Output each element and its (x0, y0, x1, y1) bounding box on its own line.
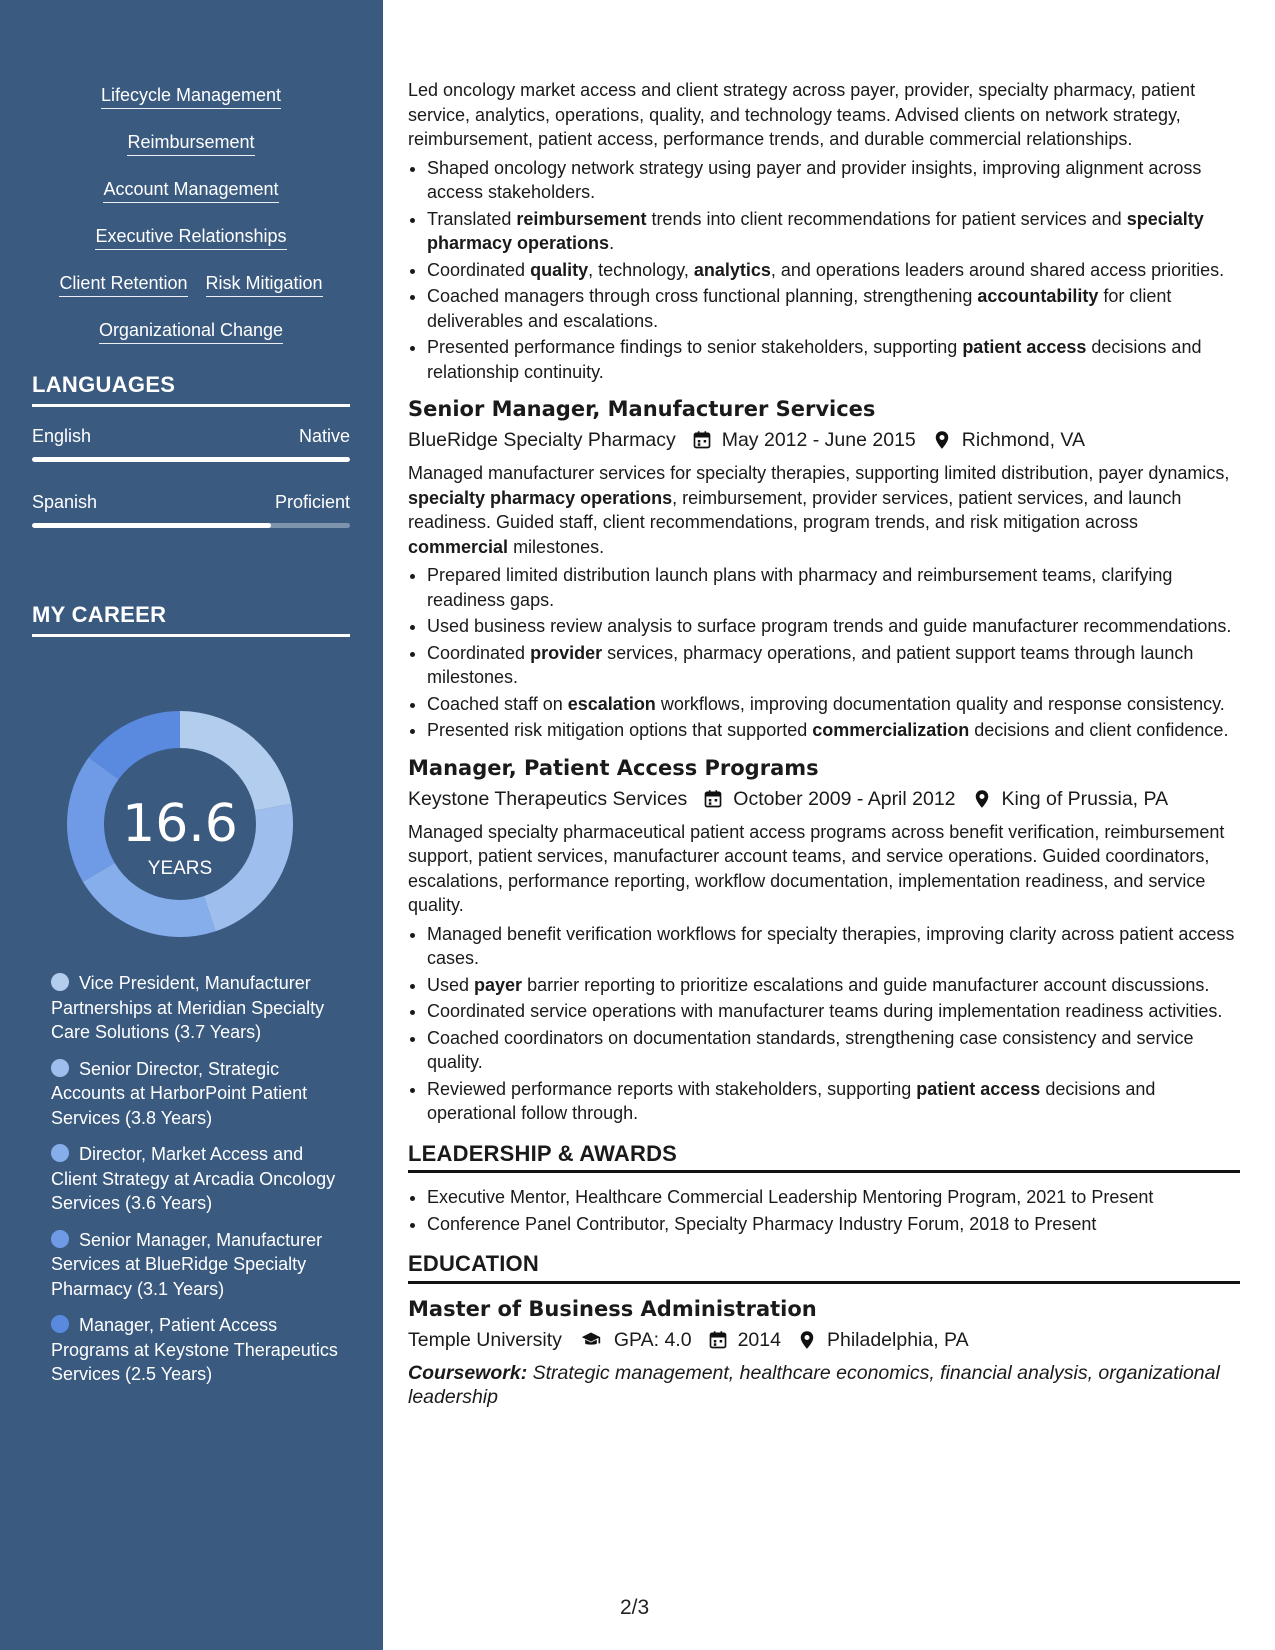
legend-dot (51, 1315, 69, 1333)
bullet-item (427, 258, 1240, 283)
text-run: Coached staff on (427, 693, 568, 714)
school: Temple University (408, 1328, 562, 1351)
text-run: for client deliverables and escalations. (427, 286, 1172, 331)
map-pin-icon (932, 430, 952, 450)
career-slice (67, 757, 119, 881)
text-run: Coordinated (427, 259, 531, 280)
bullet-item (427, 641, 1240, 690)
career-unit: YEARS (147, 858, 213, 879)
bold-keyword: provider (530, 642, 603, 663)
text-run: , technology, (588, 259, 694, 280)
text-run: decisions and relationship continuity. (427, 337, 1202, 382)
text-run: Managed manufacturer services for specialty therapies, supporting limited distribution, payer dynamics, (408, 463, 1230, 483)
job-title: Senior Manager, Manufacturer Services (408, 397, 876, 421)
skill-tag: Account Management (103, 178, 278, 203)
award-item: • Conference Panel Contributor, Specialty Pharmacy Industry Forum, 2018 to Present (427, 1212, 1240, 1237)
bold-keyword: commercial (408, 536, 509, 557)
skill-row (32, 272, 350, 297)
bold-keyword: specialty pharmacy operations (427, 208, 1204, 253)
bold-keyword: patient access (916, 1078, 1041, 1099)
bold-keyword: analytics (693, 259, 771, 280)
degree: Master of Business Administration (408, 1296, 817, 1321)
text-run: Coordinated service operations with manufacturer teams during implementation readiness activities. (427, 1001, 1223, 1021)
skill-tag: Reimbursement (127, 131, 254, 156)
page-number: 2/3 (620, 1596, 650, 1619)
education-year: 2014 (737, 1328, 781, 1351)
coursework (408, 1361, 1240, 1410)
legend-dot (51, 973, 69, 991)
job-title: Manager, Patient Access Programs (408, 755, 819, 780)
career-legend-item (51, 1057, 341, 1131)
skill-row (32, 178, 350, 203)
map-pin-icon (972, 789, 992, 809)
bullet-item (427, 1077, 1240, 1126)
language-bar-fill (32, 457, 350, 462)
bullet-item (427, 718, 1240, 743)
skill-tag: Client Retention (59, 272, 187, 297)
award-item: • Executive Mentor, Healthcare Commercial Leadership Mentoring Program, 2021 to Present (427, 1185, 1240, 1210)
career-total: 16.6 (122, 794, 238, 854)
legend-dot (51, 1144, 69, 1162)
bullet-item (427, 922, 1240, 971)
jobs-list (408, 396, 1240, 1126)
text-run: , reimbursement, provider services, patient services, and launch readiness. Guided staff, client recommendations, program trends, and risk mitigation across (408, 487, 1182, 532)
text-run: . (609, 233, 615, 253)
language-bar (32, 523, 350, 528)
text-run: workflows, improving documentation quality and response consistency. (655, 693, 1225, 714)
education-heading: EDUCATION (408, 1252, 1240, 1284)
career-legend (51, 971, 341, 1399)
bold-keyword: reimbursement (516, 208, 647, 229)
job-summary (408, 820, 1240, 918)
language-bar (32, 457, 350, 462)
career-legend-text: Director, Market Access and Client Strategy at Arcadia Oncology Services (3.6 Years) (51, 1144, 336, 1213)
coursework-text: Strategic management, healthcare economics, financial analysis, organizational leadership (408, 1361, 1220, 1408)
bold-keyword: escalation (567, 693, 656, 714)
map-pin-icon (797, 1330, 817, 1350)
text-run: Translated (427, 208, 517, 229)
language-name: Spanish (32, 492, 98, 512)
legend-dot (51, 1230, 69, 1248)
skill-tag: Risk Mitigation (206, 272, 323, 297)
sidebar (0, 0, 383, 1650)
job-location: King of Prussia, PA (1001, 787, 1169, 810)
text-run: Coached managers through cross functional planning, strengthening (427, 286, 978, 306)
job-dates: October 2009 - April 2012 (733, 787, 956, 810)
graduation-cap-icon (578, 1330, 604, 1350)
company: BlueRidge Specialty Pharmacy (408, 429, 676, 451)
language-level: Proficient (274, 492, 350, 512)
bullet-item (427, 563, 1240, 612)
skill-row (32, 225, 350, 250)
text-run: trends into client recommendations for patient services and (646, 208, 1127, 229)
coursework-label: Coursework: (408, 1361, 528, 1384)
career-legend-item (51, 1142, 341, 1216)
skill-row (32, 319, 350, 344)
job-summary (408, 461, 1240, 559)
bold-keyword: patient access (962, 337, 1087, 357)
text-run: decisions and operational follow through. (427, 1078, 1156, 1123)
calendar-icon (692, 430, 712, 450)
text-run: services, pharmacy operations, and patient support teams through launch milestones. (427, 642, 1194, 687)
skill-tag: Organizational Change (99, 319, 283, 344)
text-run: Used (427, 974, 475, 995)
career-legend-text: Manager, Patient Access Programs at Keystone Therapeutics Services (2.5 Years) (51, 1315, 338, 1384)
bullet-item (427, 1026, 1240, 1075)
bold-keyword: accountability (977, 286, 1099, 306)
job-meta (408, 786, 1240, 812)
language-bar-fill (32, 523, 271, 528)
career-heading: MY CAREER (32, 602, 350, 637)
bold-keyword: specialty pharmacy operations (408, 487, 673, 508)
awards-heading: LEADERSHIP & AWARDS (408, 1142, 1240, 1174)
text-run: Reviewed performance reports with stakeholders, supporting (427, 1078, 917, 1099)
language-item (32, 492, 350, 528)
job-meta (408, 427, 1240, 453)
text-run: Managed benefit verification workflows for specialty therapies, improving clarity across patient access cases. (427, 923, 1235, 968)
bullet-item (427, 692, 1240, 717)
calendar-icon (703, 789, 723, 809)
career-donut-chart (62, 706, 298, 942)
job-bullets (408, 563, 1240, 743)
education-meta (408, 1327, 1240, 1353)
bullet-item (427, 614, 1240, 639)
bold-keyword: commercialization (812, 720, 970, 740)
language-level: Native (298, 426, 350, 446)
bullet-item (427, 999, 1240, 1024)
language-name: English (32, 426, 92, 446)
job-entry (408, 755, 1240, 1126)
skills-list (32, 84, 350, 366)
job-entry (408, 396, 1240, 743)
bullet-item (427, 284, 1240, 333)
language-item (32, 426, 350, 462)
career-legend-item (51, 1228, 341, 1302)
bullet-item (427, 335, 1240, 384)
bold-keyword: payer (474, 974, 523, 995)
intro-summary: Led oncology market access and client strategy across payer, provider, specialty pharmacy, patient service, analytics, operations, quality, and technology teams. Advised clients on network strategy, reimbursement, patient access, performance trends, and durable commercial relationships. (408, 80, 1196, 149)
career-legend-text: Senior Manager, Manufacturer Services at BlueRidge Specialty Pharmacy (3.1 Years) (51, 1229, 323, 1299)
job-dates: May 2012 - June 2015 (721, 429, 916, 451)
text-run: Presented risk mitigation options that supported (427, 720, 813, 740)
bullet-item (427, 973, 1240, 998)
job-location: Richmond, VA (961, 429, 1085, 451)
text-run: milestones. (508, 536, 605, 557)
career-legend-item (51, 971, 341, 1045)
text-run: Presented performance findings to senior stakeholders, supporting (427, 337, 963, 357)
bold-keyword: quality (530, 259, 589, 280)
skill-tag: Lifecycle Management (101, 84, 281, 109)
intro-bullets (408, 156, 1240, 385)
gpa: GPA: 4.0 (613, 1328, 692, 1351)
text-run: decisions and client confidence. (969, 720, 1229, 740)
main-content (408, 78, 1240, 1414)
awards-list (408, 1185, 1240, 1236)
legend-dot (51, 1059, 69, 1077)
text-run: Prepared limited distribution launch plans with pharmacy and reimbursement teams, clarifying readiness gaps. (427, 565, 1173, 610)
calendar-icon (708, 1330, 728, 1350)
bullet-item (427, 207, 1240, 256)
bullet-item (427, 156, 1240, 205)
career-legend-item (51, 1313, 341, 1387)
text-run: Managed specialty pharmaceutical patient access programs across benefit verification, reimbursement support, patient services, manufacturer account teams, and service operations. Guided coordinators, escalations, performance reporting, workflow documentation, implementation readiness, and service quality. (408, 821, 1225, 915)
languages-heading: LANGUAGES (32, 372, 350, 407)
skill-row (32, 84, 350, 109)
text-run: Shaped oncology network strategy using payer and provider insights, improving alignment across access stakeholders. (427, 157, 1202, 202)
text-run: Coached coordinators on documentation standards, strengthening case consistency and service quality. (427, 1027, 1194, 1072)
company: Keystone Therapeutics Services (408, 787, 688, 810)
skill-row (32, 131, 350, 156)
text-run: Coordinated (427, 642, 531, 663)
text-run: barrier reporting to prioritize escalations and guide manufacturer account discussions. (522, 974, 1210, 995)
career-legend-text: Vice President, Manufacturer Partnerships at Meridian Specialty Care Solutions (3.7 Years) (51, 973, 325, 1042)
job-bullets (408, 922, 1240, 1126)
career-legend-text: Senior Director, Strategic Accounts at HarborPoint Patient Services (3.8 Years) (51, 1058, 308, 1128)
skill-tag: Executive Relationships (95, 225, 286, 250)
text-run: Used business review analysis to surface program trends and guide manufacturer recommendations. (427, 616, 1232, 636)
text-run: , and operations leaders around shared access priorities. (770, 259, 1225, 280)
education-location: Philadelphia, PA (826, 1328, 969, 1351)
